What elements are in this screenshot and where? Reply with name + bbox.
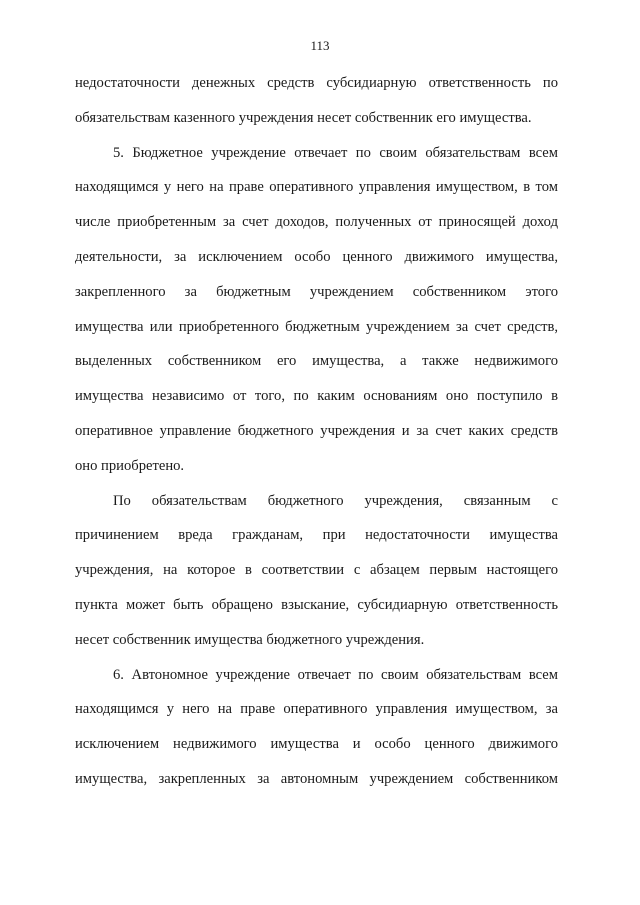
text-line: обязательствам казенного учреждения несет собственник его имущества. — [75, 109, 532, 126]
text-line: По обязательствам бюджетного учреждения, связанным с — [113, 492, 558, 509]
text-line: несет собственник имущества бюджетного учреждения. — [75, 631, 425, 648]
text-line: выделенных собственником его имущества, а также недвижимого — [75, 353, 558, 370]
page-number: 113 — [310, 38, 330, 53]
text-line: исключением недвижимого имущества и особо ценного движимого — [75, 736, 558, 753]
text-line: оперативное управление бюджетного учреждения и за счет каких средств — [75, 422, 558, 439]
paragraph-item-5 — [75, 136, 558, 484]
text-line: имущества независимо от того, по каким основаниям оно поступило в — [75, 388, 558, 405]
text-line: находящимся у него на праве оперативного управления имуществом, за — [75, 701, 558, 718]
paragraph-continuation — [75, 66, 558, 136]
text-line: недостаточности денежных средств субсидиарную ответственность по — [75, 75, 558, 91]
text-line: имущества, закрепленных за автономным учреждением собственником — [75, 770, 558, 787]
text-line: оно приобретено. — [75, 457, 185, 474]
text-line: имущества или приобретенного бюджетным учреждением за счет средств, — [75, 318, 558, 335]
document-body — [75, 66, 558, 797]
text-line: пункта может быть обращено взыскание, субсидиарную ответственность — [75, 596, 558, 613]
text-line: учреждения, на которое в соответствии с абзацем первым настоящего — [75, 562, 558, 579]
text-line: числе приобретенным за счет доходов, полученных от приносящей доход — [75, 214, 558, 231]
text-line: деятельности, за исключением особо ценного движимого имущества, — [75, 248, 558, 265]
text-line: закрепленного за бюджетным учреждением собственником этого — [75, 283, 558, 300]
text-line: находящимся у него на праве оперативного управления имуществом, в том — [75, 179, 558, 196]
paragraph-item-6 — [75, 658, 558, 797]
text-line: 5. Бюджетное учреждение отвечает по своим обязательствам всем — [113, 144, 558, 161]
text-line: 6. Автономное учреждение отвечает по своим обязательствам всем — [113, 666, 558, 683]
text-line: причинением вреда гражданам, при недостаточности имущества — [75, 527, 558, 544]
paragraph-liability — [75, 484, 558, 658]
